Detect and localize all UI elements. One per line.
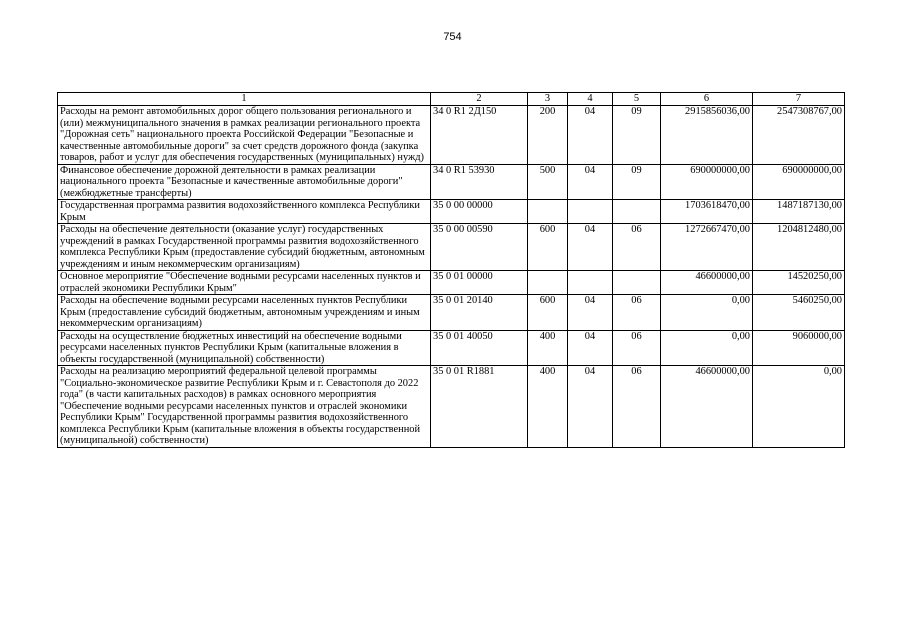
amount-column-6-cell: 2915856036,00 — [661, 106, 753, 165]
target-article-code-cell: 35 0 01 40050 — [431, 330, 528, 366]
expense-type-cell — [528, 271, 568, 295]
table-row — [58, 330, 845, 366]
column-header-4: 4 — [568, 93, 613, 106]
target-article-code-cell: 35 0 01 20140 — [431, 295, 528, 331]
table-row — [58, 164, 845, 200]
subsection-cell: 09 — [613, 164, 661, 200]
table-row — [58, 200, 845, 224]
expense-name-cell: Расходы на осуществление бюджетных инвестиций на обеспечение водными ресурсами населенных пунктов Республики Крым (капитальные вложения в объекты государственной (муниципальной) собственности) — [58, 330, 431, 366]
column-header-5: 5 — [613, 93, 661, 106]
target-article-code-cell: 34 0 R1 53930 — [431, 164, 528, 200]
subsection-cell — [613, 271, 661, 295]
target-article-code-cell: 35 0 01 00000 — [431, 271, 528, 295]
amount-column-6-cell: 0,00 — [661, 295, 753, 331]
amount-column-6-cell: 1272667470,00 — [661, 224, 753, 271]
amount-column-7-cell: 14520250,00 — [753, 271, 845, 295]
expense-type-cell: 500 — [528, 164, 568, 200]
expense-type-cell: 400 — [528, 330, 568, 366]
column-header-7: 7 — [753, 93, 845, 106]
section-cell — [568, 200, 613, 224]
section-cell: 04 — [568, 224, 613, 271]
section-cell: 04 — [568, 295, 613, 331]
amount-column-7-cell: 5460250,00 — [753, 295, 845, 331]
table-row — [58, 224, 845, 271]
subsection-cell: 06 — [613, 224, 661, 271]
section-cell — [568, 271, 613, 295]
expense-type-cell: 400 — [528, 366, 568, 448]
amount-column-6-cell: 46600000,00 — [661, 271, 753, 295]
expense-name-cell: Расходы на обеспечение водными ресурсами населенных пунктов Республики Крым (предоставление субсидий бюджетным, автономным учреждениям и иным некоммерческим организациям) — [58, 295, 431, 331]
expense-name-cell: Расходы на реализацию мероприятий федеральной целевой программы "Социально-экономическое развитие Республики Крым и г. Севастополя до 2022 года" (в части капитальных расходов) в рамках основного мероприятия "Обеспечение водными ресурсами населенных пунктов и отраслей экономики Республики Крым" Государственной программы развития водохозяйственного комплекса Республики Крым (капитальные вложения в объекты государственной (муниципальной) собственности) — [58, 366, 431, 448]
subsection-cell — [613, 200, 661, 224]
target-article-code-cell: 35 0 01 R1881 — [431, 366, 528, 448]
amount-column-7-cell: 690000000,00 — [753, 164, 845, 200]
subsection-cell: 06 — [613, 330, 661, 366]
subsection-cell: 06 — [613, 295, 661, 331]
expense-name-cell: Расходы на ремонт автомобильных дорог общего пользования регионального и (или) межмуниципального значения в рамках реализации регионального проекта "Дорожная сеть" национального проекта Российской Федерации "Безопасные и качественные автомобильные дороги" за счет средств дорожного фонда (закупка товаров, работ и услуг для обеспечения государственных (муниципальных) нужд) — [58, 106, 431, 165]
expense-type-cell: 600 — [528, 295, 568, 331]
amount-column-7-cell: 2547308767,00 — [753, 106, 845, 165]
amount-column-7-cell: 0,00 — [753, 366, 845, 448]
budget-table — [57, 92, 845, 448]
column-header-2: 2 — [431, 93, 528, 106]
table-row — [58, 271, 845, 295]
amount-column-6-cell: 46600000,00 — [661, 366, 753, 448]
amount-column-7-cell: 1487187130,00 — [753, 200, 845, 224]
amount-column-7-cell: 9060000,00 — [753, 330, 845, 366]
target-article-code-cell: 35 0 00 00590 — [431, 224, 528, 271]
section-cell: 04 — [568, 164, 613, 200]
amount-column-6-cell: 0,00 — [661, 330, 753, 366]
expense-type-cell — [528, 200, 568, 224]
target-article-code-cell: 34 0 R1 2Д150 — [431, 106, 528, 165]
subsection-cell: 09 — [613, 106, 661, 165]
page-number: 754 — [443, 31, 462, 43]
subsection-cell: 06 — [613, 366, 661, 448]
table-row — [58, 366, 845, 448]
expense-type-cell: 200 — [528, 106, 568, 165]
table-body — [58, 106, 845, 448]
expense-type-cell: 600 — [528, 224, 568, 271]
expense-name-cell: Государственная программа развития водохозяйственного комплекса Республики Крым — [58, 200, 431, 224]
amount-column-6-cell: 690000000,00 — [661, 164, 753, 200]
amount-column-6-cell: 1703618470,00 — [661, 200, 753, 224]
column-header-6: 6 — [661, 93, 753, 106]
table-row — [58, 106, 845, 165]
amount-column-7-cell: 1204812480,00 — [753, 224, 845, 271]
section-cell: 04 — [568, 366, 613, 448]
expense-name-cell: Финансовое обеспечение дорожной деятельности в рамках реализации национального проекта "Безопасные и качественные автомобильные дороги" (межбюджетные трансферты) — [58, 164, 431, 200]
target-article-code-cell: 35 0 00 00000 — [431, 200, 528, 224]
column-header-3: 3 — [528, 93, 568, 106]
section-cell: 04 — [568, 106, 613, 165]
section-cell: 04 — [568, 330, 613, 366]
table-row — [58, 295, 845, 331]
expense-name-cell: Основное мероприятие "Обеспечение водными ресурсами населенных пунктов и отраслей экономики Республики Крым" — [58, 271, 431, 295]
column-header-1: 1 — [58, 93, 431, 106]
header-row — [58, 93, 845, 106]
expense-name-cell: Расходы на обеспечение деятельности (оказание услуг) государственных учреждений в рамках Государственной программы развития водохозяйственного комплекса Республики Крым (предоставление субсидий бюджетным, автономным учреждениям и иным некоммерческим организациям) — [58, 224, 431, 271]
